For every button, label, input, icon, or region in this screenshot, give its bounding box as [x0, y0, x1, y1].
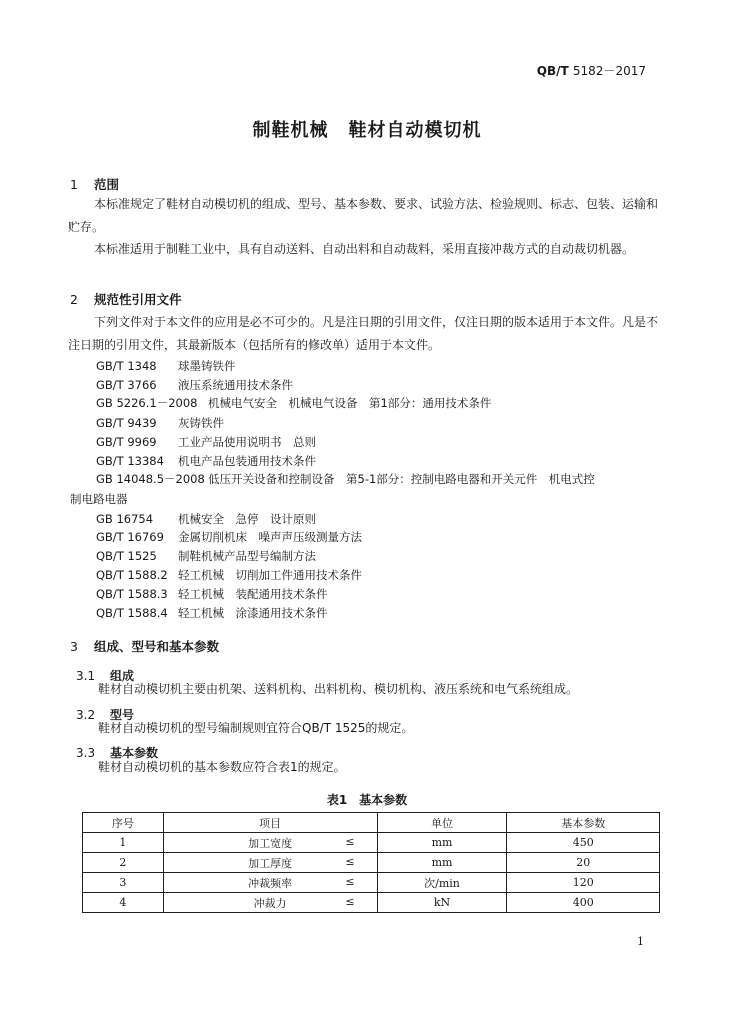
table-row	[83, 853, 660, 873]
reference-code: GB/T 1348	[96, 359, 157, 373]
subsection-number: 3.3	[76, 746, 96, 760]
section-1-paragraph-2: 本标准适用于制鞋工业中，具有自动送料、自动出料和自动裁料，采用直接冲裁方式的自动裁切机器。	[94, 242, 635, 256]
reference-title: 液压系统通用技术条件	[178, 378, 293, 392]
reference-title: 金属切削机床 噪声声压级测量方法	[178, 530, 362, 544]
section-title: 范围	[94, 177, 120, 192]
cell-no: 1	[83, 833, 164, 853]
reference-item	[96, 415, 224, 431]
cell-value: 120	[507, 873, 660, 893]
reference-code: GB 5226.1－2008	[96, 396, 198, 410]
reference-item	[96, 548, 316, 564]
subsection-3-3-text: 鞋材自动模切机的基本参数应符合表1的规定。	[98, 760, 346, 774]
reference-code: GB/T 3766	[96, 378, 157, 392]
standard-number: 5182－2017	[572, 64, 646, 78]
subsection-number: 3.2	[76, 708, 96, 722]
section-number: 2	[70, 292, 78, 307]
column-header-unit: 单位	[377, 813, 507, 833]
page-number: 1	[637, 935, 644, 948]
table-row	[83, 833, 660, 853]
section-1-heading	[70, 175, 119, 193]
subsection-title: 组成	[110, 669, 135, 683]
reference-code: GB 14048.5－2008	[96, 472, 205, 486]
subsection-3-2-text: 鞋材自动模切机的型号编制规则宜符合QB/T 1525的规定。	[98, 721, 414, 735]
table-row	[83, 893, 660, 913]
section-1-paragraph-1: 本标准规定了鞋材自动模切机的组成、型号、基本参数、要求、试验方法、检验规则、标志、包装、运输和贮存。	[68, 197, 659, 234]
reference-code: QB/T 1588.2	[96, 568, 168, 582]
reference-item	[96, 395, 491, 411]
item-name: 加工宽度	[248, 836, 293, 850]
table-caption: 表1 基本参数	[326, 793, 408, 807]
section-title: 规范性引用文件	[94, 292, 182, 307]
table-row	[83, 873, 660, 893]
cell-no: 4	[83, 893, 164, 913]
item-name: 冲裁频率	[248, 876, 293, 890]
subsection-3-1-text: 鞋材自动模切机主要由机架、送料机构、出料机构、模切机构、液压系统和电气系统组成。	[98, 682, 579, 696]
cell-no: 2	[83, 853, 164, 873]
table-header-row	[83, 813, 660, 833]
reference-code: GB/T 16769	[96, 530, 164, 544]
less-equal-symbol: ≤	[345, 835, 355, 848]
less-equal-symbol: ≤	[345, 875, 355, 888]
cell-value: 20	[507, 853, 660, 873]
reference-code: QB/T 1588.3	[96, 587, 168, 601]
subsection-title: 型号	[110, 708, 135, 722]
reference-title: 灰铸铁件	[178, 416, 224, 430]
reference-title: 低压开关设备和控制设备 第5-1部分：控制电路电器和开关元件 机电式控	[208, 472, 595, 486]
reference-item	[96, 529, 362, 545]
document-title	[0, 116, 734, 142]
section-2-heading	[70, 290, 182, 308]
reference-code: QB/T 1588.4	[96, 606, 168, 620]
cell-value: 400	[507, 893, 660, 913]
reference-title: 工业产品使用说明书 总则	[178, 435, 316, 449]
reference-item	[96, 586, 328, 602]
standard-prefix: QB/T	[536, 64, 569, 78]
reference-item	[96, 434, 316, 450]
reference-title: 机械安全 急停 设计原则	[178, 512, 316, 526]
reference-title: 制鞋机械产品型号编制方法	[178, 549, 316, 563]
basic-parameters-table	[82, 812, 660, 913]
item-name: 加工厚度	[248, 856, 293, 870]
reference-item	[96, 605, 328, 621]
reference-title: 轻工机械 涂漆通用技术条件	[178, 606, 328, 620]
column-header-item: 项目	[163, 813, 377, 833]
reference-item	[96, 453, 316, 469]
cell-item	[163, 833, 377, 853]
cell-item	[163, 893, 377, 913]
reference-title: 轻工机械 装配通用技术条件	[178, 587, 328, 601]
less-equal-symbol: ≤	[345, 895, 355, 908]
cell-item	[163, 853, 377, 873]
reference-item	[96, 358, 236, 374]
section-title: 组成、型号和基本参数	[94, 639, 220, 654]
section-2-paragraph-1: 下列文件对于本文件的应用是必不可少的。凡是注日期的引用文件，仅注日期的版本适用于本文件。凡是不注日期的引用文件，其最新版本（包括所有的修改单）适用于本文件。	[68, 315, 659, 352]
cell-item	[163, 873, 377, 893]
title-sub: 鞋材自动模切机	[348, 120, 482, 141]
reference-code: GB/T 9969	[96, 435, 157, 449]
reference-title: 机电产品包装通用技术条件	[178, 454, 316, 468]
cell-no: 3	[83, 873, 164, 893]
cell-unit: 次/min	[377, 873, 507, 893]
standard-code	[537, 62, 646, 79]
subsection-title: 基本参数	[110, 746, 159, 760]
subsection-number: 3.1	[76, 669, 96, 683]
reference-item	[96, 471, 595, 487]
cell-value: 450	[507, 833, 660, 853]
cell-unit: mm	[377, 853, 507, 873]
reference-code: GB 16754	[96, 512, 154, 526]
column-header-no: 序号	[83, 813, 164, 833]
section-3-heading	[70, 637, 219, 655]
reference-code: GB/T 13384	[96, 454, 164, 468]
reference-item	[96, 567, 362, 583]
column-header-value: 基本参数	[507, 813, 660, 833]
section-number: 1	[70, 177, 78, 192]
reference-item	[96, 377, 293, 393]
cell-unit: mm	[377, 833, 507, 853]
title-main: 制鞋机械	[252, 120, 329, 141]
item-name: 冲裁力	[253, 896, 287, 910]
reference-title-continuation: 制电路电器	[70, 492, 128, 506]
section-number: 3	[70, 639, 78, 654]
cell-unit: kN	[377, 893, 507, 913]
reference-title: 机械电气安全 机械电气设备 第1部分：通用技术条件	[208, 396, 492, 410]
reference-code: GB/T 9439	[96, 416, 157, 430]
less-equal-symbol: ≤	[345, 855, 355, 868]
reference-item	[96, 511, 316, 527]
reference-title: 轻工机械 切削加工件通用技术条件	[178, 568, 362, 582]
reference-title: 球墨铸铁件	[178, 359, 236, 373]
reference-code: QB/T 1525	[96, 549, 157, 563]
